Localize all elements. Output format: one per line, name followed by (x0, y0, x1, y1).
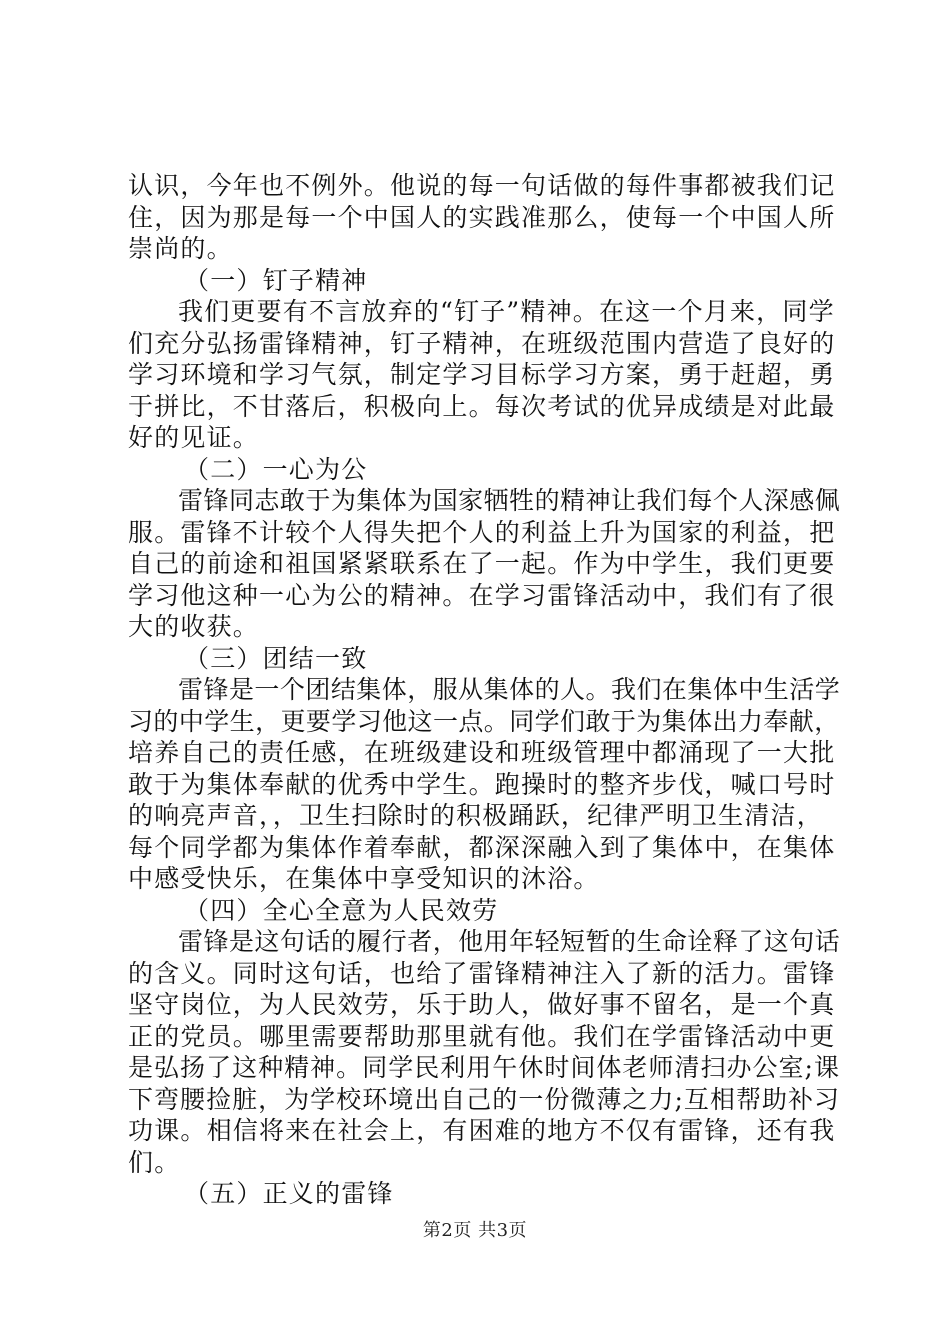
text-line: 中感受快乐，在集体中享受知识的沐浴。 (128, 864, 600, 893)
text-line: 坚守岗位，为人民效劳，乐于助人，做好事不留名，是一个真 (128, 990, 836, 1019)
text-line: 住，因为那是每一个中国人的实践准那么，使每一个中国人所 (128, 202, 836, 232)
text-line: 学习他这种一心为公的精神。在学习雷锋活动中，我们有了很 (128, 580, 836, 610)
text-line: 雷锋同志敢于为集体为国家牺牲的精神让我们每个人深感佩 (178, 486, 841, 515)
text-line: 崇尚的。 (128, 234, 233, 263)
text-line: 培养自己的责任感，在班级建设和班级管理中都涌现了一大批 (128, 738, 836, 767)
text-line: 们。 (128, 1147, 181, 1177)
document-body (128, 170, 841, 1210)
text-line: 的含义。同时这句话，也给了雷锋精神注入了新的活力。雷锋 (128, 958, 836, 988)
text-line: 正的党员。哪里需要帮助那里就有他。我们在学雷锋活动中更 (128, 1021, 836, 1051)
text-line: 的响亮声音，，卫生扫除时的积极踊跃，纪律严明卫生清洁， (128, 801, 823, 830)
text-line: 下弯腰捡脏，为学校环境出自己的一份微薄之力;互相帮助补习 (128, 1084, 841, 1114)
text-line: 学习环境和学习气氛，制定学习目标学习方案，勇于赶超，勇 (128, 360, 836, 389)
section-heading: （一）钉子精神 (184, 265, 368, 295)
section-heading: （三）团结一致 (184, 643, 368, 673)
text-line: 自己的前途和祖国紧紧联系在了一起。作为中学生，我们更要 (128, 549, 836, 578)
section-heading: （四）全心全意为人民效劳 (184, 895, 499, 925)
text-line: 敢于为集体奉献的优秀中学生。跑操时的整齐步伐，喊口号时 (128, 769, 836, 799)
text-line: 好的见证。 (128, 423, 260, 452)
section-heading: （二）一心为公 (184, 454, 368, 484)
page-number: 第2页 共3页 (422, 1220, 528, 1241)
text-line: 雷锋是一个团结集体，服从集体的人。我们在集体中生活学 (178, 675, 841, 704)
text-line: 大的收获。 (128, 612, 260, 641)
section-heading: （五）正义的雷锋 (184, 1179, 394, 1208)
text-line: 每个同学都为集体作着奉献，都深深融入到了集体中，在集体 (128, 832, 836, 862)
text-line: 们充分弘扬雷锋精神，钉子精神，在班级范围内营造了良好的 (128, 328, 836, 358)
text-line: 功课。相信将来在社会上，有困难的地方不仅有雷锋，还有我 (128, 1116, 836, 1145)
text-line: 服。雷锋不计较个人得失把个人的利益上升为国家的利益，把 (128, 517, 836, 547)
text-line: 习的中学生，更要学习他这一点。同学们敢于为集体出力奉献， (128, 706, 840, 736)
text-line: 于拼比，不甘落后，积极向上。每次考试的优异成绩是对此最 (128, 391, 836, 421)
text-line: 我们更要有不言放弃的“钉子”精神。在这一个月来，同学 (178, 297, 835, 326)
text-line: 是弘扬了这种精神。同学民利用午休时间体老师清扫办公室;课 (128, 1053, 841, 1082)
text-line: 认识，今年也不例外。他说的每一句话做的每件事都被我们记 (128, 171, 836, 200)
text-line: 雷锋是这句话的履行者，他用年轻短暂的生命诠释了这句话 (178, 927, 841, 956)
